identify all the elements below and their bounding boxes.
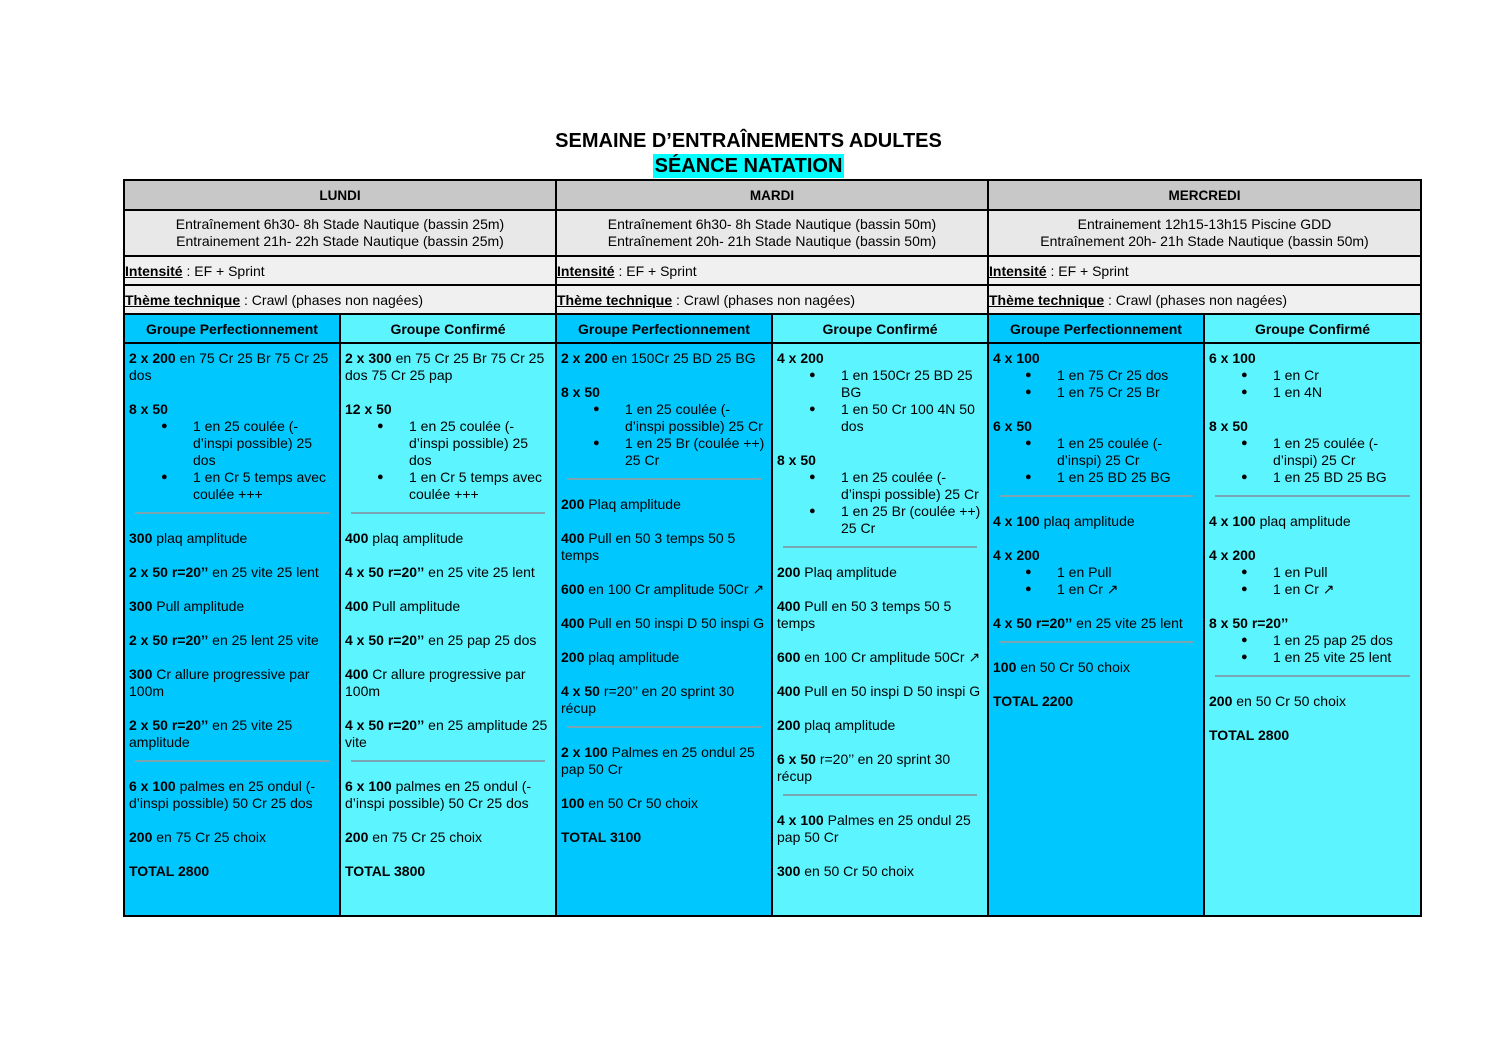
set-quantity: 200 xyxy=(561,496,585,512)
set-quantity: 2 x 50 r=20’’ xyxy=(129,632,209,648)
set-description: Pull amplitude xyxy=(368,598,461,614)
workout-set xyxy=(777,649,983,666)
workout-set xyxy=(993,615,1199,632)
set-detail-item: ● 1 en 75 Cr 25 dos xyxy=(1057,367,1199,384)
set-description: Pull en 50 inspi D 50 inspi G xyxy=(800,683,981,699)
set-detail-item: ● 1 en 25 vite 25 lent xyxy=(1273,649,1416,666)
set-detail-item: ● 1 en 25 coulée (-d’inspi possible) 25 dos xyxy=(409,418,551,469)
set-description: Pull en 50 inspi D 50 inspi G xyxy=(584,615,765,631)
set-description: plaq amplitude xyxy=(584,649,680,665)
set-description: en 50 Cr 50 choix xyxy=(1232,693,1346,709)
set-detail-item: ● 1 en Cr 5 temps avec coulée +++ xyxy=(193,469,335,503)
theme-mardi xyxy=(556,285,988,314)
workout-set xyxy=(561,350,767,367)
workout-set xyxy=(1209,547,1416,564)
set-description: en 25 vite 25 lent xyxy=(424,564,535,580)
set-detail-list xyxy=(1209,632,1416,666)
venue-lundi xyxy=(124,210,556,256)
workout-set xyxy=(561,683,767,717)
workout-set xyxy=(345,778,551,812)
workout-set xyxy=(1209,615,1416,632)
set-detail-item: ● 1 en 25 coulée (-d’inspi possible) 25 Cr xyxy=(625,401,767,435)
section-divider xyxy=(135,760,329,762)
workout-set xyxy=(129,530,335,547)
set-quantity: 2 x 200 xyxy=(129,350,176,366)
workout-set xyxy=(129,717,335,751)
set-quantity: 2 x 200 xyxy=(561,350,608,366)
set-detail-list xyxy=(777,469,983,537)
workout-set xyxy=(993,547,1199,564)
set-description: en 25 vite 25 lent xyxy=(1072,615,1183,631)
workout-set xyxy=(1209,350,1416,367)
workout-set xyxy=(345,829,551,846)
set-detail-item: ● 1 en Pull xyxy=(1057,564,1199,581)
set-description: plaq amplitude xyxy=(1255,513,1351,529)
group-header-perf: Groupe Perfectionnement xyxy=(124,314,340,343)
workout-set xyxy=(129,564,335,581)
set-quantity: 600 xyxy=(561,581,585,597)
set-quantity: 600 xyxy=(777,649,801,665)
set-quantity: 100 xyxy=(561,795,585,811)
set-detail-list xyxy=(1209,367,1416,401)
set-description: Pull amplitude xyxy=(152,598,245,614)
theme-label: Thème technique xyxy=(125,291,241,308)
set-description: en 25 vite 25 lent xyxy=(208,564,319,580)
workout-set xyxy=(1209,513,1416,530)
set-quantity: 300 xyxy=(129,666,153,682)
set-quantity: 400 xyxy=(561,530,585,546)
workout-set xyxy=(993,659,1199,676)
set-quantity: 400 xyxy=(777,598,801,614)
set-quantity: 4 x 100 xyxy=(1209,513,1256,529)
set-detail-list xyxy=(993,564,1199,598)
set-detail-item: ● 1 en Cr ↗ xyxy=(1273,581,1416,598)
set-detail-item: ● 1 en 25 coulée (-d’inspi) 25 Cr xyxy=(1273,435,1416,469)
set-quantity: 6 x 100 xyxy=(345,778,392,794)
set-description: en 75 Cr 25 Br 75 Cr 25 dos 75 Cr 25 pap xyxy=(345,350,545,383)
workout-set xyxy=(561,581,767,598)
day-header-mercredi: MERCREDI xyxy=(988,180,1421,210)
training-schedule-table xyxy=(123,179,1422,917)
venue-row xyxy=(124,210,1421,256)
workout-set xyxy=(561,530,767,564)
day-header-mardi: MARDI xyxy=(556,180,988,210)
set-quantity: 400 xyxy=(345,598,369,614)
set-description: palmes en 25 ondul (-d’inspi possible) 50 Cr 25 dos xyxy=(129,778,316,811)
theme-row xyxy=(124,285,1421,314)
workout-cell-mercredi-perf xyxy=(988,343,1204,916)
theme-mercredi xyxy=(988,285,1421,314)
workout-set xyxy=(777,564,983,581)
theme-lundi xyxy=(124,285,556,314)
set-detail-item: ● 1 en 25 Br (coulée ++) 25 Cr xyxy=(625,435,767,469)
set-quantity: 12 x 50 xyxy=(345,401,392,417)
section-divider xyxy=(783,546,977,548)
section-divider xyxy=(1215,495,1410,497)
workout-set xyxy=(561,384,767,401)
set-detail-item: ● 1 en 75 Cr 25 Br xyxy=(1057,384,1199,401)
set-description: en 50 Cr 50 choix xyxy=(800,863,914,879)
set-detail-item: ● 1 en Pull xyxy=(1273,564,1416,581)
workout-set xyxy=(345,564,551,581)
set-description: en 50 Cr 50 choix xyxy=(1016,659,1130,675)
set-description: en 100 Cr amplitude 50Cr ↗ xyxy=(584,581,765,597)
workout-set xyxy=(777,812,983,846)
intensity-label: Intensité xyxy=(989,262,1047,279)
set-description: en 75 Cr 25 Br 75 Cr 25 dos xyxy=(129,350,329,383)
day-header-lundi: LUNDI xyxy=(124,180,556,210)
workout-set xyxy=(561,744,767,778)
set-quantity: TOTAL 2800 xyxy=(129,863,210,879)
venue-mercredi xyxy=(988,210,1421,256)
workout-set xyxy=(1209,727,1416,744)
set-description: Plaq amplitude xyxy=(584,496,681,512)
intensity-lundi xyxy=(124,256,556,285)
theme-value: : Crawl (phases non nagées) xyxy=(672,291,856,308)
set-quantity: 4 x 200 xyxy=(993,547,1040,563)
workout-set xyxy=(777,751,983,785)
set-description: en 25 vite 25 amplitude xyxy=(129,717,293,750)
workout-row xyxy=(124,343,1421,916)
document-title: SEMAINE D’ENTRAÎNEMENTS ADULTES xyxy=(555,130,942,152)
set-detail-item: ● 1 en 50 Cr 100 4N 50 dos xyxy=(841,401,983,435)
workout-set xyxy=(345,717,551,751)
set-detail-list xyxy=(561,401,767,469)
set-quantity: 400 xyxy=(345,530,369,546)
set-quantity: 8 x 50 r=20’’ xyxy=(1209,615,1289,631)
set-quantity: 6 x 100 xyxy=(1209,350,1256,366)
section-divider xyxy=(351,512,545,514)
set-description: Pull en 50 3 temps 50 5 temps xyxy=(561,530,736,563)
set-detail-item: ● 1 en 25 coulée (-d’inspi possible) 25 Cr xyxy=(841,469,983,503)
set-detail-item: ● 1 en 150Cr 25 BD 25 BG xyxy=(841,367,983,401)
workout-set xyxy=(129,401,335,418)
set-description: palmes en 25 ondul (-d’inspi possible) 50 Cr 25 dos xyxy=(345,778,532,811)
set-quantity: 200 xyxy=(777,564,801,580)
set-detail-list xyxy=(129,418,335,503)
set-quantity: 4 x 50 r=20’’ xyxy=(345,717,425,733)
group-header-perf: Groupe Perfectionnement xyxy=(556,314,772,343)
workout-set xyxy=(777,350,983,367)
set-quantity: 4 x 50 r=20’’ xyxy=(345,632,425,648)
set-detail-item: ● 1 en 25 coulée (-d’inspi) 25 Cr xyxy=(1057,435,1199,469)
set-description: en 100 Cr amplitude 50Cr ↗ xyxy=(800,649,981,665)
workout-cell-lundi-perf xyxy=(124,343,340,916)
workout-set xyxy=(993,693,1199,710)
workout-set xyxy=(345,350,551,384)
group-header-conf: Groupe Confirmé xyxy=(1204,314,1421,343)
set-quantity: 4 x 200 xyxy=(1209,547,1256,563)
set-detail-list xyxy=(1209,435,1416,486)
section-divider xyxy=(999,495,1193,497)
workout-set xyxy=(777,598,983,632)
group-header-perf: Groupe Perfectionnement xyxy=(988,314,1204,343)
set-detail-item: ● 1 en Cr 5 temps avec coulée +++ xyxy=(409,469,551,503)
intensity-row xyxy=(124,256,1421,285)
set-description: Palmes en 25 ondul 25 pap 50 Cr xyxy=(777,812,971,845)
set-quantity: 300 xyxy=(129,598,153,614)
set-quantity: 6 x 100 xyxy=(129,778,176,794)
set-quantity: 6 x 50 xyxy=(993,418,1032,434)
workout-set xyxy=(777,683,983,700)
workout-set xyxy=(129,632,335,649)
set-detail-item: ● 1 en Cr ↗ xyxy=(1057,581,1199,598)
workout-set xyxy=(1209,418,1416,435)
intensity-label: Intensité xyxy=(125,262,183,279)
set-quantity: 200 xyxy=(777,717,801,733)
workout-set xyxy=(561,615,767,632)
set-description: plaq amplitude xyxy=(368,530,464,546)
set-detail-list xyxy=(1209,564,1416,598)
set-quantity: 4 x 50 r=20’’ xyxy=(993,615,1073,631)
set-quantity: 200 xyxy=(345,829,369,845)
set-detail-list xyxy=(993,367,1199,401)
workout-set xyxy=(561,496,767,513)
set-quantity: TOTAL 3100 xyxy=(561,829,642,845)
workout-set xyxy=(561,649,767,666)
venue-line: Entraînement 20h- 21h Stade Nautique (bassin 50m) xyxy=(1040,233,1369,249)
workout-set xyxy=(129,829,335,846)
set-description: plaq amplitude xyxy=(152,530,248,546)
day-header-row xyxy=(124,180,1421,210)
venue-mardi xyxy=(556,210,988,256)
workout-cell-mardi-perf xyxy=(556,343,772,916)
set-description: Plaq amplitude xyxy=(800,564,897,580)
workout-set xyxy=(993,513,1199,530)
document-header xyxy=(0,128,1497,178)
set-description: r=20’’ en 20 sprint 30 récup xyxy=(561,683,735,716)
set-description: plaq amplitude xyxy=(800,717,896,733)
set-detail-list xyxy=(345,418,551,503)
set-quantity: 4 x 200 xyxy=(777,350,824,366)
workout-set xyxy=(993,350,1199,367)
section-divider xyxy=(567,478,761,480)
set-quantity: 400 xyxy=(561,615,585,631)
workout-cell-lundi-conf xyxy=(340,343,556,916)
set-quantity: 300 xyxy=(777,863,801,879)
section-divider xyxy=(567,726,761,728)
set-quantity: 4 x 100 xyxy=(993,350,1040,366)
venue-line: Entraînement 20h- 21h Stade Nautique (bassin 50m) xyxy=(607,233,937,249)
workout-set xyxy=(345,632,551,649)
set-description: Cr allure progressive par 100m xyxy=(345,666,526,699)
workout-set xyxy=(345,598,551,615)
set-description: en 25 lent 25 vite xyxy=(208,632,319,648)
venue-line: Entraînement 6h30- 8h Stade Nautique (bassin 25m) xyxy=(175,216,505,232)
workout-set xyxy=(777,863,983,880)
set-quantity: 2 x 100 xyxy=(561,744,608,760)
set-quantity: 300 xyxy=(129,530,153,546)
set-detail-item: ● 1 en 25 pap 25 dos xyxy=(1273,632,1416,649)
set-quantity: 200 xyxy=(1209,693,1233,709)
set-quantity: TOTAL 2800 xyxy=(1209,727,1290,743)
set-quantity: TOTAL 2200 xyxy=(993,693,1074,709)
set-detail-item: ● 1 en 25 BD 25 BG xyxy=(1057,469,1199,486)
set-quantity: 100 xyxy=(993,659,1017,675)
set-quantity: 4 x 100 xyxy=(777,812,824,828)
set-description: en 25 pap 25 dos xyxy=(424,632,537,648)
set-description: plaq amplitude xyxy=(1039,513,1135,529)
group-header-conf: Groupe Confirmé xyxy=(340,314,556,343)
set-quantity: 400 xyxy=(345,666,369,682)
set-quantity: TOTAL 3800 xyxy=(345,863,426,879)
set-description: Pull en 50 3 temps 50 5 temps xyxy=(777,598,952,631)
set-description: en 25 amplitude 25 vite xyxy=(345,717,548,750)
set-detail-item: ● 1 en Cr xyxy=(1273,367,1416,384)
intensity-value: : EF + Sprint xyxy=(1046,262,1129,279)
workout-set xyxy=(561,795,767,812)
set-detail-list xyxy=(993,435,1199,486)
workout-set xyxy=(129,778,335,812)
set-detail-item: ● 1 en 4N xyxy=(1273,384,1416,401)
intensity-value: : EF + Sprint xyxy=(614,262,697,279)
intensity-mercredi xyxy=(988,256,1421,285)
theme-value: : Crawl (phases non nagées) xyxy=(240,291,424,308)
set-quantity: 4 x 100 xyxy=(993,513,1040,529)
set-description: en 75 Cr 25 choix xyxy=(368,829,482,845)
set-quantity: 2 x 50 r=20’’ xyxy=(129,717,209,733)
theme-label: Thème technique xyxy=(557,291,673,308)
workout-set xyxy=(129,666,335,700)
workout-set xyxy=(345,666,551,700)
theme-label: Thème technique xyxy=(989,291,1105,308)
workout-set xyxy=(129,863,335,880)
workout-set xyxy=(345,401,551,418)
set-quantity: 6 x 50 xyxy=(777,751,816,767)
workout-set xyxy=(777,717,983,734)
section-divider xyxy=(135,512,329,514)
intensity-label: Intensité xyxy=(557,262,615,279)
set-description: en 150Cr 25 BD 25 BG xyxy=(607,350,756,366)
workout-set xyxy=(345,530,551,547)
theme-value: : Crawl (phases non nagées) xyxy=(1104,291,1288,308)
section-divider xyxy=(351,760,545,762)
intensity-value: : EF + Sprint xyxy=(182,262,265,279)
set-quantity: 400 xyxy=(777,683,801,699)
workout-set xyxy=(345,863,551,880)
set-quantity: 2 x 50 r=20’’ xyxy=(129,564,209,580)
set-description: Palmes en 25 ondul 25 pap 50 Cr xyxy=(561,744,755,777)
venue-line: Entrainement 12h15-13h15 Piscine GDD xyxy=(1077,216,1332,232)
workout-set xyxy=(777,452,983,469)
workout-set xyxy=(129,598,335,615)
workout-set xyxy=(561,829,767,846)
set-quantity: 8 x 50 xyxy=(129,401,168,417)
venue-line: Entrainement 21h- 22h Stade Nautique (bassin 25m) xyxy=(176,233,504,249)
set-quantity: 8 x 50 xyxy=(561,384,600,400)
venue-line: Entraînement 6h30- 8h Stade Nautique (bassin 50m) xyxy=(607,216,937,232)
section-divider xyxy=(783,794,977,796)
set-quantity: 200 xyxy=(561,649,585,665)
document-subtitle: SÉANCE NATATION xyxy=(654,155,843,177)
set-description: r=20’’ en 20 sprint 30 récup xyxy=(777,751,951,784)
set-quantity: 8 x 50 xyxy=(777,452,816,468)
section-divider xyxy=(999,641,1193,643)
set-quantity: 200 xyxy=(129,829,153,845)
set-detail-list xyxy=(777,367,983,435)
set-detail-item: ● 1 en 25 BD 25 BG xyxy=(1273,469,1416,486)
workout-set xyxy=(1209,693,1416,710)
set-description: en 75 Cr 25 choix xyxy=(152,829,266,845)
section-divider xyxy=(1215,675,1410,677)
set-quantity: 4 x 50 xyxy=(561,683,600,699)
set-detail-item: ● 1 en 25 Br (coulée ++) 25 Cr xyxy=(841,503,983,537)
group-header-conf: Groupe Confirmé xyxy=(772,314,988,343)
group-header-row xyxy=(124,314,1421,343)
set-detail-item: ● 1 en 25 coulée (-d’inspi possible) 25 dos xyxy=(193,418,335,469)
set-quantity: 8 x 50 xyxy=(1209,418,1248,434)
workout-cell-mardi-conf xyxy=(772,343,988,916)
set-description: Cr allure progressive par 100m xyxy=(129,666,310,699)
workout-cell-mercredi-conf xyxy=(1204,343,1421,916)
workout-set xyxy=(129,350,335,384)
intensity-mardi xyxy=(556,256,988,285)
set-quantity: 2 x 300 xyxy=(345,350,392,366)
workout-set xyxy=(993,418,1199,435)
set-quantity: 4 x 50 r=20’’ xyxy=(345,564,425,580)
set-description: en 50 Cr 50 choix xyxy=(584,795,698,811)
